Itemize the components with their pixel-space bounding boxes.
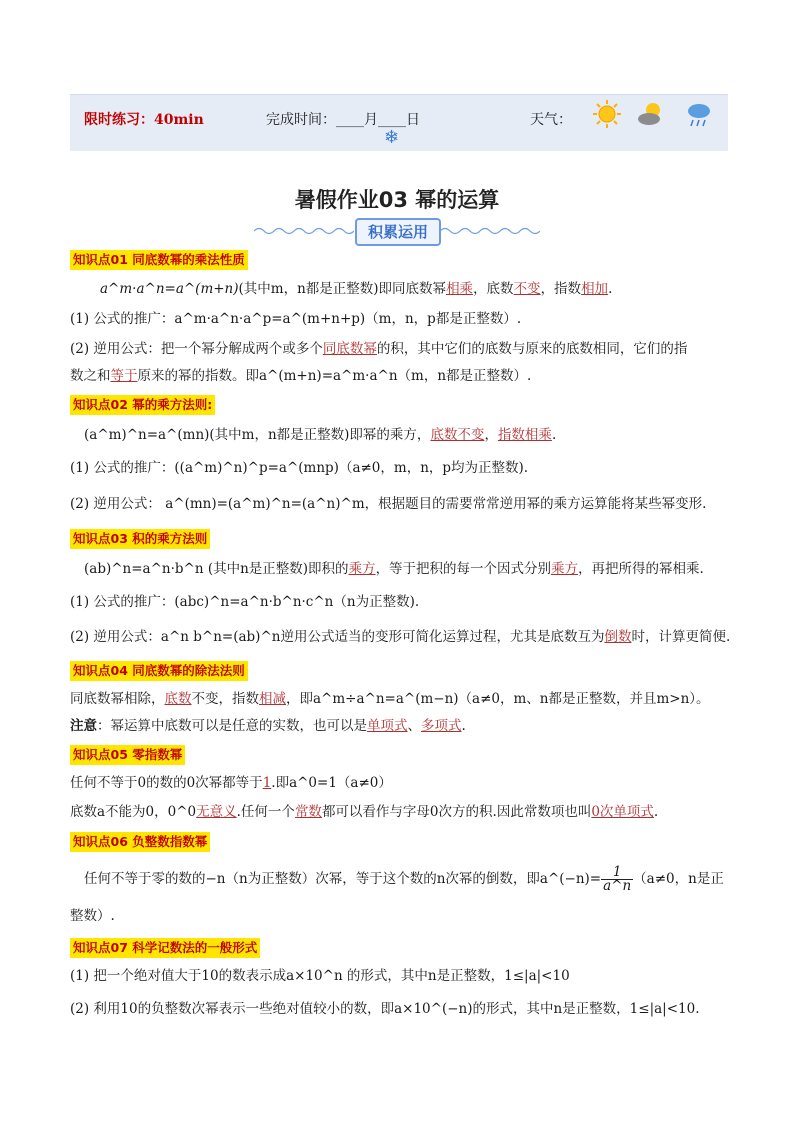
kp04-note (70, 716, 466, 736)
kp05-u3: 常数 (294, 804, 322, 820)
kp04-end: . (461, 718, 466, 734)
banner-label: 积累运用 (355, 218, 441, 246)
kp06-tag: 知识点06 负整数指数幂 (70, 832, 210, 852)
kp03-rule (84, 559, 704, 579)
section-banner (254, 218, 540, 244)
kp03-tag: 知识点03 积的乘方法则 (70, 529, 210, 549)
kp06-r2: 整数）. (70, 908, 115, 924)
kp07-p2: (2) 利用10的负整数次幂表示一些绝对值较小的数，即a×10^(−n)的形式，其中n是正整数，1≤|a|<10. (70, 1001, 700, 1017)
page-title: 暑假作业03 幂的运算 (294, 188, 500, 212)
kp06-r1-text: 任何不等于零的数的−n（n为正整数）次幂，等于这个数的n次幂的倒数，即a^(−n)= (84, 871, 602, 887)
kp03-p2 (70, 627, 730, 647)
kp06-frac-num: 1 (601, 866, 633, 880)
kp01-text-b: ，底数 (473, 281, 514, 297)
weather-label: 天气： (530, 112, 572, 128)
kp04-u4: 多项式 (421, 718, 462, 734)
kp01-p2-cont (70, 366, 531, 386)
kp05-r2a: 底数a不能为0，0^0 (70, 804, 197, 820)
kp01-p2u: 同底数幂 (322, 341, 377, 357)
kp03-r1c: ，再把所得的幂相乘. (578, 561, 704, 577)
kp01-p2b: 的积，其中它们的底数与原来的底数相同，它们的指 (376, 341, 688, 357)
kp01-text-d: . (608, 281, 613, 297)
kp01-rule (100, 279, 612, 299)
kp02-u2: 指数相乘 (497, 427, 552, 443)
kp01-text-a: (其中m，n都是正整数)即同底数幂 (238, 281, 447, 297)
kp03-p2b: 时，计算更简便. (631, 629, 731, 645)
kp04-sep: 、 (407, 718, 421, 734)
kp01-p2c: 数之和 (70, 368, 111, 384)
completion-date: 完成时间：____月____日 (266, 112, 420, 128)
kp04-note-label: 注意 (70, 718, 97, 734)
partly-cloudy-icon (636, 99, 666, 129)
header-band (70, 94, 728, 151)
kp04-r1a: 同底数幂相除， (70, 691, 165, 707)
kp05-r2d: . (653, 804, 659, 820)
kp03-p1: (1) 公式的推广：(abc)^n=a^n·b^n·c^n（n为正整数). (70, 594, 420, 610)
kp06-frac-den: a^n (603, 878, 632, 894)
kp07-p1: (1) 把一个绝对值大于10的数表示成a×10^n 的形式，其中n是正整数，1≤|a|<10 (70, 968, 570, 984)
kp05-u4: 0次单项式 (591, 804, 654, 820)
wave-decoration-right (440, 226, 540, 236)
kp03-p2a: (2) 逆用公式：a^n b^n=(ab)^n逆用公式适当的变形可简化运算过程，尤其是底数互为 (70, 629, 605, 645)
kp06-r1 (84, 866, 724, 893)
kp02-r1: (a^m)^n=a^(mn)(其中m，n都是正整数)即幂的乘方， (84, 427, 431, 443)
kp01-p2 (70, 339, 687, 359)
kp01-text-c: ，指数 (540, 281, 582, 297)
kp07-tag: 知识点07 科学记数法的一般形式 (70, 938, 260, 958)
kp01-formula: a^m·a^n=a^(m+n) (100, 281, 239, 297)
kp02-mid: ， (484, 427, 498, 443)
kp04-u2: 相减 (259, 691, 286, 707)
kp01-u2: 不变 (513, 281, 541, 297)
kp03-u1: 乘方 (348, 561, 376, 577)
kp04-u3: 单项式 (367, 718, 408, 734)
kp03-u2: 乘方 (551, 561, 579, 577)
kp04-note-text: ：幂运算中底数可以是任意的实数，也可以是 (97, 718, 367, 734)
kp01-p2a: (2) 逆用公式：把一个幂分解成两个或多个 (70, 341, 323, 357)
kp06-fraction (601, 866, 633, 893)
kp01-u1: 相乘 (446, 281, 474, 297)
kp01-p1: (1) 公式的推广：a^m·a^n·a^p=a^(m+n+p)（m，n，p都是正整数）. (70, 311, 522, 327)
kp05-r2b: .任何一个 (236, 804, 295, 820)
kp03-u3: 倒数 (604, 629, 632, 645)
kp05-r1a: 任何不等于0的数的0次幂都等于 (70, 775, 263, 791)
kp05-r2 (70, 802, 658, 822)
kp04-u1: 底数 (164, 691, 192, 707)
kp05-r2c: 都可以看作与字母0次方的积.因此常数项也叫 (321, 804, 592, 820)
rain-icon (684, 99, 714, 129)
kp02-tag: 知识点02 幂的乘方法则: (70, 395, 215, 415)
kp04-rule (70, 689, 710, 709)
wave-decoration-left (254, 226, 354, 236)
kp04-r1c: ，即a^m÷a^n=a^(m−n)（a≠0，m、n都是正整数，并且m>n）。 (286, 691, 710, 707)
kp02-u1: 底数不变 (430, 427, 485, 443)
kp01-p2d: 原来的幂的指数。即a^(m+n)=a^m·a^n（m，n都是正整数）. (137, 368, 532, 384)
kp02-p2: (2) 逆用公式： a^(mn)=(a^m)^n=(a^n)^m，根据题目的需要常常逆用幂的乘方运算能将某些幂变形. (70, 496, 707, 512)
kp05-tag: 知识点05 零指数幂 (70, 745, 185, 765)
time-limit: 限时练习：40min (84, 112, 204, 128)
kp03-r1b: ，等于把积的每一个因式分别 (375, 561, 552, 577)
kp05-r1b: .即a^0=1（a≠0） (271, 775, 392, 791)
kp01-p2u2: 等于 (110, 368, 138, 384)
kp05-r1 (70, 773, 392, 793)
kp02-p1: (1) 公式的推广：((a^m)^n)^p=a^(mnp)（a≠0，m，n，p均为正整数). (70, 460, 529, 476)
sun-icon (592, 99, 622, 129)
kp03-r1a: (ab)^n=a^n·b^n (其中n是正整数)即积的 (84, 561, 349, 577)
kp01-tag: 知识点01 同底数幂的乘法性质 (70, 250, 248, 270)
snowflake-icon: ❄ (384, 127, 400, 148)
kp04-r1b: 不变，指数 (191, 691, 259, 707)
kp06-r1b: （a≠0，n是正 (633, 871, 724, 887)
kp04-tag: 知识点04 同底数幂的除法法则 (70, 661, 248, 681)
kp05-u1: 1 (262, 775, 272, 791)
kp02-rule (84, 425, 556, 445)
kp02-end: . (551, 427, 557, 443)
kp05-u2: 无意义 (196, 804, 237, 820)
kp01-u3: 相加 (581, 281, 609, 297)
